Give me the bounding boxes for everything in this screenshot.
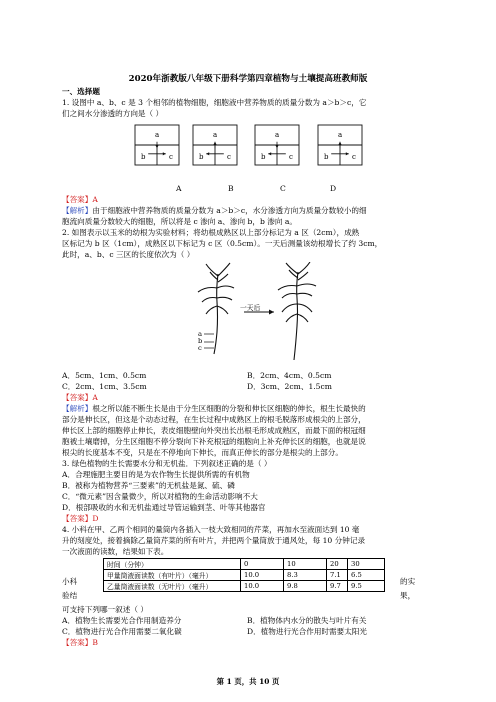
q2-explanation-line3: 伸长区上部的细胞停止伸长，表皮细胞壁向外突出长出根毛形成成熟区，而最下面的根冠细 — [62, 426, 366, 435]
q2-option-b: B．2cm、4cm、0.5cm — [247, 371, 332, 380]
q2-option-a: A．5cm、1cm、0.5cm — [62, 371, 147, 380]
arrow-head — [213, 142, 216, 145]
q2-option-d: D．3cm、2cm、1.5cm — [247, 382, 332, 391]
q3-text: 3. 绿色植物的生长需要水分和无机盐．下列叙述正确的是（ ） — [62, 459, 272, 468]
table-header-cell: 时间（分钟） — [104, 559, 241, 570]
arrow-head — [338, 142, 341, 145]
q4-side-left-2: 验结 — [62, 591, 78, 600]
arrow-head — [268, 152, 271, 155]
table-cell: 10.0 — [241, 570, 284, 581]
q2-label-a: a — [198, 330, 203, 338]
table-row — [104, 570, 385, 581]
table-cell: 9.8 — [284, 581, 327, 592]
cell-label-a: a — [275, 131, 280, 139]
q1-answer: 【答案】A — [62, 195, 98, 204]
q1-explanation-line2: 胞流向质量分数较大的细胞，所以将是 c 渗向 a、渗向 b，b 渗向 a。 — [62, 217, 297, 226]
q4-question-stem: 可支持下列哪一叙述（ ） — [62, 605, 148, 614]
table-cell: 6.5 — [348, 570, 385, 581]
q1-explanation-line1: 【解析】由于细胞液中营养物质的质量分数为 a＞b＞c，水分渗透方向为质量分数较小的细 — [62, 206, 367, 215]
q3-option-b: B．被称为植物营养“三要素”的无机盐是氮、硫、磷 — [62, 481, 235, 490]
q2-label-c: c — [198, 344, 202, 352]
q4-option-c: C．植物进行光合作用需要二氧化碳 — [62, 627, 182, 636]
q1-text-line2: 们之间水分渗透的方向是（ ） — [62, 109, 164, 118]
table-cell: 8.3 — [284, 570, 327, 581]
q1-option-d: D — [330, 184, 337, 193]
table-cell: 10.0 — [241, 581, 284, 592]
q3-option-a: A．合理施肥主要目的是为农作物生长提供所需的有机物 — [62, 470, 250, 479]
q2-text-line3: 此时，a、b、c 三区的长度依次为（ ） — [62, 250, 195, 259]
cell-label-c: c — [227, 153, 231, 161]
cell-diagram — [255, 125, 299, 165]
cell-diagram — [135, 125, 179, 165]
table-header-cell: 30 — [348, 559, 385, 570]
cell-diagram — [193, 125, 237, 165]
q2-explanation-line2: 部分是伸长区，但这是个动态过程，在生长过程中成熟区上的根毛脱落形成根尖的上部分， — [62, 415, 366, 424]
table-cell: 乙量筒液面读数（无叶片）（毫升） — [104, 581, 241, 592]
q2-text-line2: 区标记为 b 区（1cm），成熟区以下标记为 c 区（0.5cm）。一天后测量该幼根增长了约 3cm， — [62, 239, 383, 248]
explain-label: 【解析】 — [62, 404, 93, 413]
q4-data-table — [103, 558, 385, 592]
table-header-cell: 10 — [284, 559, 327, 570]
q4-option-a: A．植物生长需要光合作用制造养分 — [62, 616, 182, 625]
arrow-head — [275, 145, 278, 148]
explain-label: 【解析】 — [62, 206, 93, 215]
table-row — [104, 581, 385, 592]
arrow-head — [206, 152, 209, 155]
arrow-head — [346, 152, 349, 155]
cell-label-b: b — [261, 153, 266, 161]
cell-label-c: c — [169, 153, 173, 161]
q2-answer: 【答案】A — [62, 393, 98, 402]
q1-text-line1: 1. 设图中 a、b、c 是 3 个相邻的植物细胞，细胞液中营养物质的质量分数为 a＞b＞c，它 — [62, 98, 367, 107]
q3-option-d: D．根部吸收的水和无机盐通过导管运输到茎、叶等其他器官 — [62, 503, 266, 512]
cell-label-c: c — [289, 153, 293, 161]
arrow-head — [163, 152, 166, 155]
cell-label-b: b — [324, 153, 329, 161]
q2-text-line1: 2. 如图表示以玉米的幼根为实验材料；将幼根成熟区以上部分标记为 a 区（2cm），成熟 — [62, 228, 360, 237]
cell-label-b: b — [141, 153, 146, 161]
cell-label-a: a — [338, 131, 343, 139]
q2-arrow-label: 一天后 — [240, 304, 261, 312]
q4-side-left-1: 小科 — [62, 577, 78, 586]
q4-side-right-2: 果， — [400, 591, 416, 600]
q4-text-line3: 一次液面的读数，结果如下表。 — [62, 547, 169, 556]
q1-option-b: B — [228, 184, 234, 193]
cell-label-a: a — [155, 131, 160, 139]
q4-option-d: D．植物进行光合作用时需要太阳光 — [247, 627, 367, 636]
q2-explanation-line5: 根尖的长度基本不变，只是在不停地向下伸长，而真正伸长的部分是根尖的上部分。 — [62, 448, 343, 457]
arrow-head — [155, 145, 158, 148]
cell-label-b: b — [199, 153, 204, 161]
q4-text-line2: 升的刻度处，接着摘除乙量筒芹菜的所有叶片，并把两个量筒放于通风处，每 10 分钟记录 — [62, 536, 366, 545]
cell-label-c: c — [352, 153, 356, 161]
q2-option-c: C．2cm、1cm、3.5cm — [62, 382, 147, 391]
q3-answer: 【答案】D — [62, 514, 99, 523]
table-header-row — [104, 559, 385, 570]
q2-label-b: b — [198, 337, 203, 345]
cell-label-a: a — [213, 131, 218, 139]
cell-diagram — [318, 125, 362, 165]
page-footer: 第 1 页，共 10 页 — [216, 677, 280, 686]
table-cell: 甲量筒液面读数（有叶片）（毫升） — [104, 570, 241, 581]
page-title: 2020年浙教版八年级下册科学第四章植物与土壤提高班教师版 — [128, 74, 368, 84]
table-header-cell: 0 — [241, 559, 284, 570]
table-cell: 9.7 — [327, 581, 348, 592]
q3-option-c: C．“微元素”因含量微少，所以对植物的生命活动影响不大 — [62, 492, 258, 501]
q4-option-b: B．植物体内水分的散失与叶片有关 — [247, 616, 367, 625]
q4-side-right-1: 的实 — [400, 577, 416, 586]
table-cell: 7.1 — [327, 570, 348, 581]
section-heading: 一、选择题 — [62, 87, 100, 96]
q2-explanation-line1: 【解析】根之所以能不断生长是由于分生区细胞的分裂和伸长区细胞的伸长，根生长最快的 — [62, 404, 366, 413]
q1-option-c: C — [280, 184, 286, 193]
q4-answer: 【答案】B — [62, 638, 98, 647]
table-header-cell: 20 — [327, 559, 348, 570]
table-cell: 9.5 — [348, 581, 385, 592]
q2-root-diagram — [170, 262, 340, 364]
q4-text-line1: 4. 小科在甲、乙两个相同的量筒内各插入一枝大致相同的芹菜，再加水至液面达到 10 毫 — [62, 525, 360, 534]
q2-explanation-line4: 胞被土壤磨掉，分生区细胞不停分裂向下补充根冠的细胞向上补充伸长区的细胞，也就是说 — [62, 437, 366, 446]
q1-option-a: A — [176, 184, 182, 193]
